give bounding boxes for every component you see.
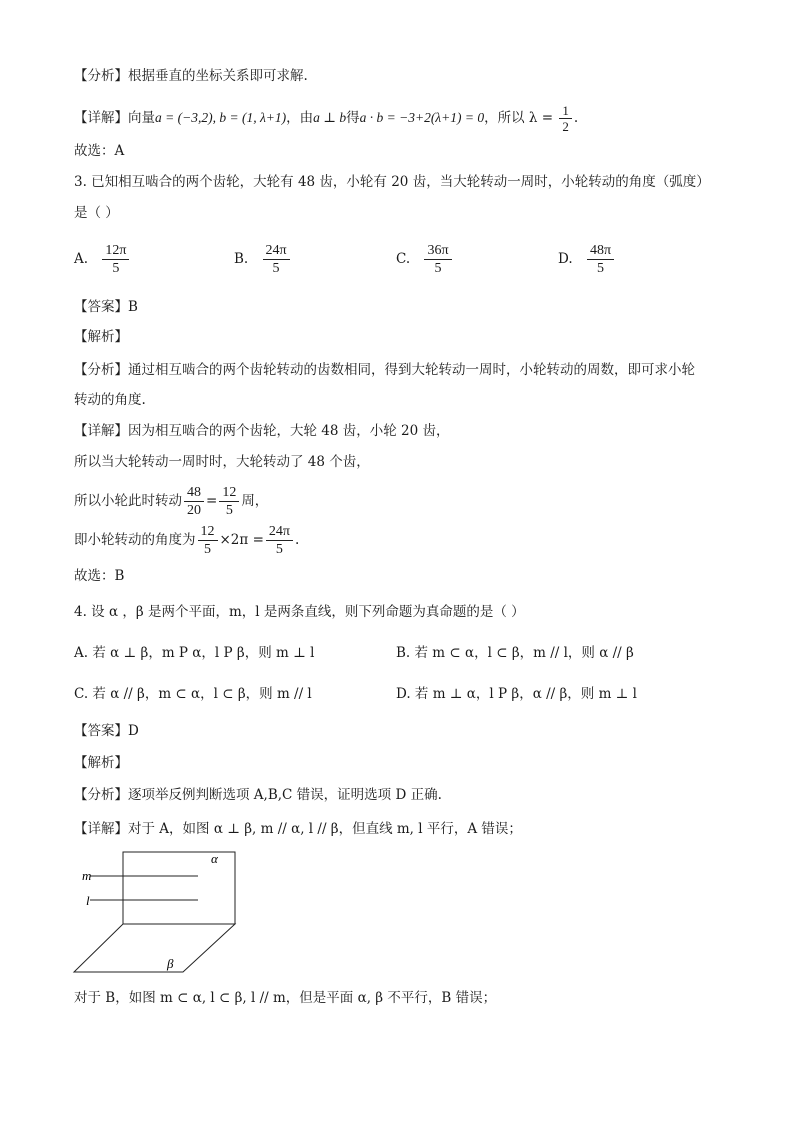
q3-jiexi: 【解析】 [74, 329, 128, 345]
q3-choice: 故选：B [74, 568, 125, 584]
q3-detail4-suffix: . [294, 532, 300, 548]
q3-detail4-frac1-num: 12 [198, 523, 218, 541]
s1-end: . [573, 110, 579, 126]
q3-detail4-prefix: 即小轮转动的角度为 [74, 532, 196, 548]
q4-stem: 4. 设 α ，β 是两个平面，m，l 是两条直线，则下列命题为真命题的是（ ） [74, 604, 525, 620]
q3-detail3-frac1 [184, 484, 204, 519]
q4-option-c: C. 若 α // β，m ⊂ α，l ⊂ β，则 m // l [74, 686, 312, 702]
q3-analysis-line1: 【分析】通过相互啮合的两个齿轮转动的齿数相同，得到大轮转动一周时，小轮转动的周数，即可求小轮 [74, 362, 695, 378]
q3-detail3-suffix: 周， [241, 493, 269, 509]
q3-option-c-num: 36π [424, 242, 451, 260]
q4-option-b: B. 若 m ⊂ α，l ⊂ β，m // l，则 α // β [396, 645, 634, 661]
plane-alpha-outline [123, 852, 235, 924]
s1-detail-suffix: ，所以 λ = [484, 110, 554, 126]
q3-detail4-frac2-num: 24π [266, 523, 293, 541]
q3-analysis-line2: 转动的角度. [74, 392, 146, 408]
q3-option-c-label: C. [396, 251, 411, 267]
q3-option-c-frac [424, 242, 451, 277]
q3-detail4-frac2 [266, 523, 293, 558]
q3-detail3-frac2-den: 5 [225, 503, 233, 518]
q3-option-c-den: 5 [434, 261, 442, 276]
q3-option-b-label: B. [234, 251, 249, 267]
m-label: m [82, 868, 92, 883]
q3-option-d-num: 48π [587, 242, 614, 260]
s1-frac-den: 2 [562, 119, 569, 134]
q3-option-a-frac [102, 242, 129, 277]
q3-detail3-eq: = [206, 493, 218, 509]
s1-detail-prefix: 【详解】向量 [74, 110, 155, 126]
q3-option-a [74, 242, 131, 277]
beta-label: β [167, 956, 174, 971]
q4-jiexi: 【解析】 [74, 755, 128, 771]
q3-option-d [558, 242, 616, 277]
plane-beta-outline [74, 924, 235, 972]
q4-answer: 【答案】D [74, 723, 139, 739]
s1-fraction [559, 103, 572, 134]
q3-detail3-frac2-num: 12 [219, 484, 239, 502]
q3-detail3-frac2 [219, 484, 239, 519]
q3-option-a-num: 12π [102, 242, 129, 260]
q3-detail4-frac2-den: 5 [275, 542, 283, 557]
q3-detail-line1: 【详解】因为相互啮合的两个齿轮，大轮 48 齿，小轮 20 齿， [74, 423, 450, 439]
planes-figure [70, 846, 250, 978]
s1-analysis: 【分析】根据垂直的坐标关系即可求解. [74, 68, 308, 84]
alpha-label: α [211, 851, 218, 866]
l-label: l [86, 893, 90, 908]
q3-stem-line2: 是（ ） [74, 205, 119, 221]
q3-detail3-frac1-den: 20 [187, 503, 201, 518]
q3-option-d-frac [587, 242, 614, 277]
q4-option-a: A. 若 α ⊥ β，m P α，l P β，则 m ⊥ l [74, 645, 315, 661]
q3-detail3-prefix: 所以小轮此时转动 [74, 493, 182, 509]
q3-detail-line3 [74, 484, 268, 519]
s1-detail-mid: ，由 [286, 110, 314, 126]
q4-detail: 【详解】对于 A，如图 α ⊥ β, m // α, l // β，但直线 m, l 平行，A 错误； [74, 821, 522, 837]
s1-detail [74, 103, 578, 134]
q3-detail-line2: 所以当大轮转动一周时时，大轮转动了 48 个齿， [74, 454, 370, 470]
q4-for-b: 对于 B，如图 m ⊂ α, l ⊂ β, l // m，但是平面 α, β 不平行，B 错误； [74, 990, 497, 1006]
q3-detail3-frac1-num: 48 [184, 484, 204, 502]
q3-detail4-frac1-den: 5 [204, 542, 211, 557]
q3-option-d-label: D. [558, 251, 573, 267]
s1-detail-math1: a = (−3,2), b = (1, λ+1) [155, 110, 287, 125]
q3-option-a-den: 5 [112, 261, 120, 276]
q3-option-d-den: 5 [596, 261, 604, 276]
q3-option-c [396, 242, 454, 277]
q3-detail4-frac1 [198, 523, 218, 558]
s1-frac-num: 1 [559, 103, 572, 119]
q3-detail4-mid: ×2π = [219, 532, 264, 548]
q3-stem-line1: 3. 已知相互啮合的两个齿轮，大轮有 48 齿，小轮有 20 齿，当大轮转动一周时，小轮转动的角度（弧度） [74, 174, 710, 190]
q3-option-b-frac [263, 242, 290, 277]
s1-detail-math2: a ⊥ b [313, 110, 347, 125]
s1-choice: 故选：A [74, 143, 125, 159]
q3-option-b-den: 5 [272, 261, 280, 276]
q3-option-b-num: 24π [263, 242, 290, 260]
q3-detail-line4 [74, 523, 299, 558]
q4-option-d: D. 若 m ⊥ α，l P β，α // β，则 m ⊥ l [396, 686, 637, 702]
s1-detail-math3: a · b = −3+2(λ+1) = 0 [359, 110, 485, 125]
q3-option-a-label: A. [74, 251, 89, 267]
q3-answer: 【答案】B [74, 299, 138, 315]
q4-analysis: 【分析】逐项举反例判断选项 A,B,C 错误，证明选项 D 正确. [74, 787, 442, 803]
q3-option-b [234, 242, 292, 277]
s1-detail-mid2: 得 [346, 110, 360, 126]
